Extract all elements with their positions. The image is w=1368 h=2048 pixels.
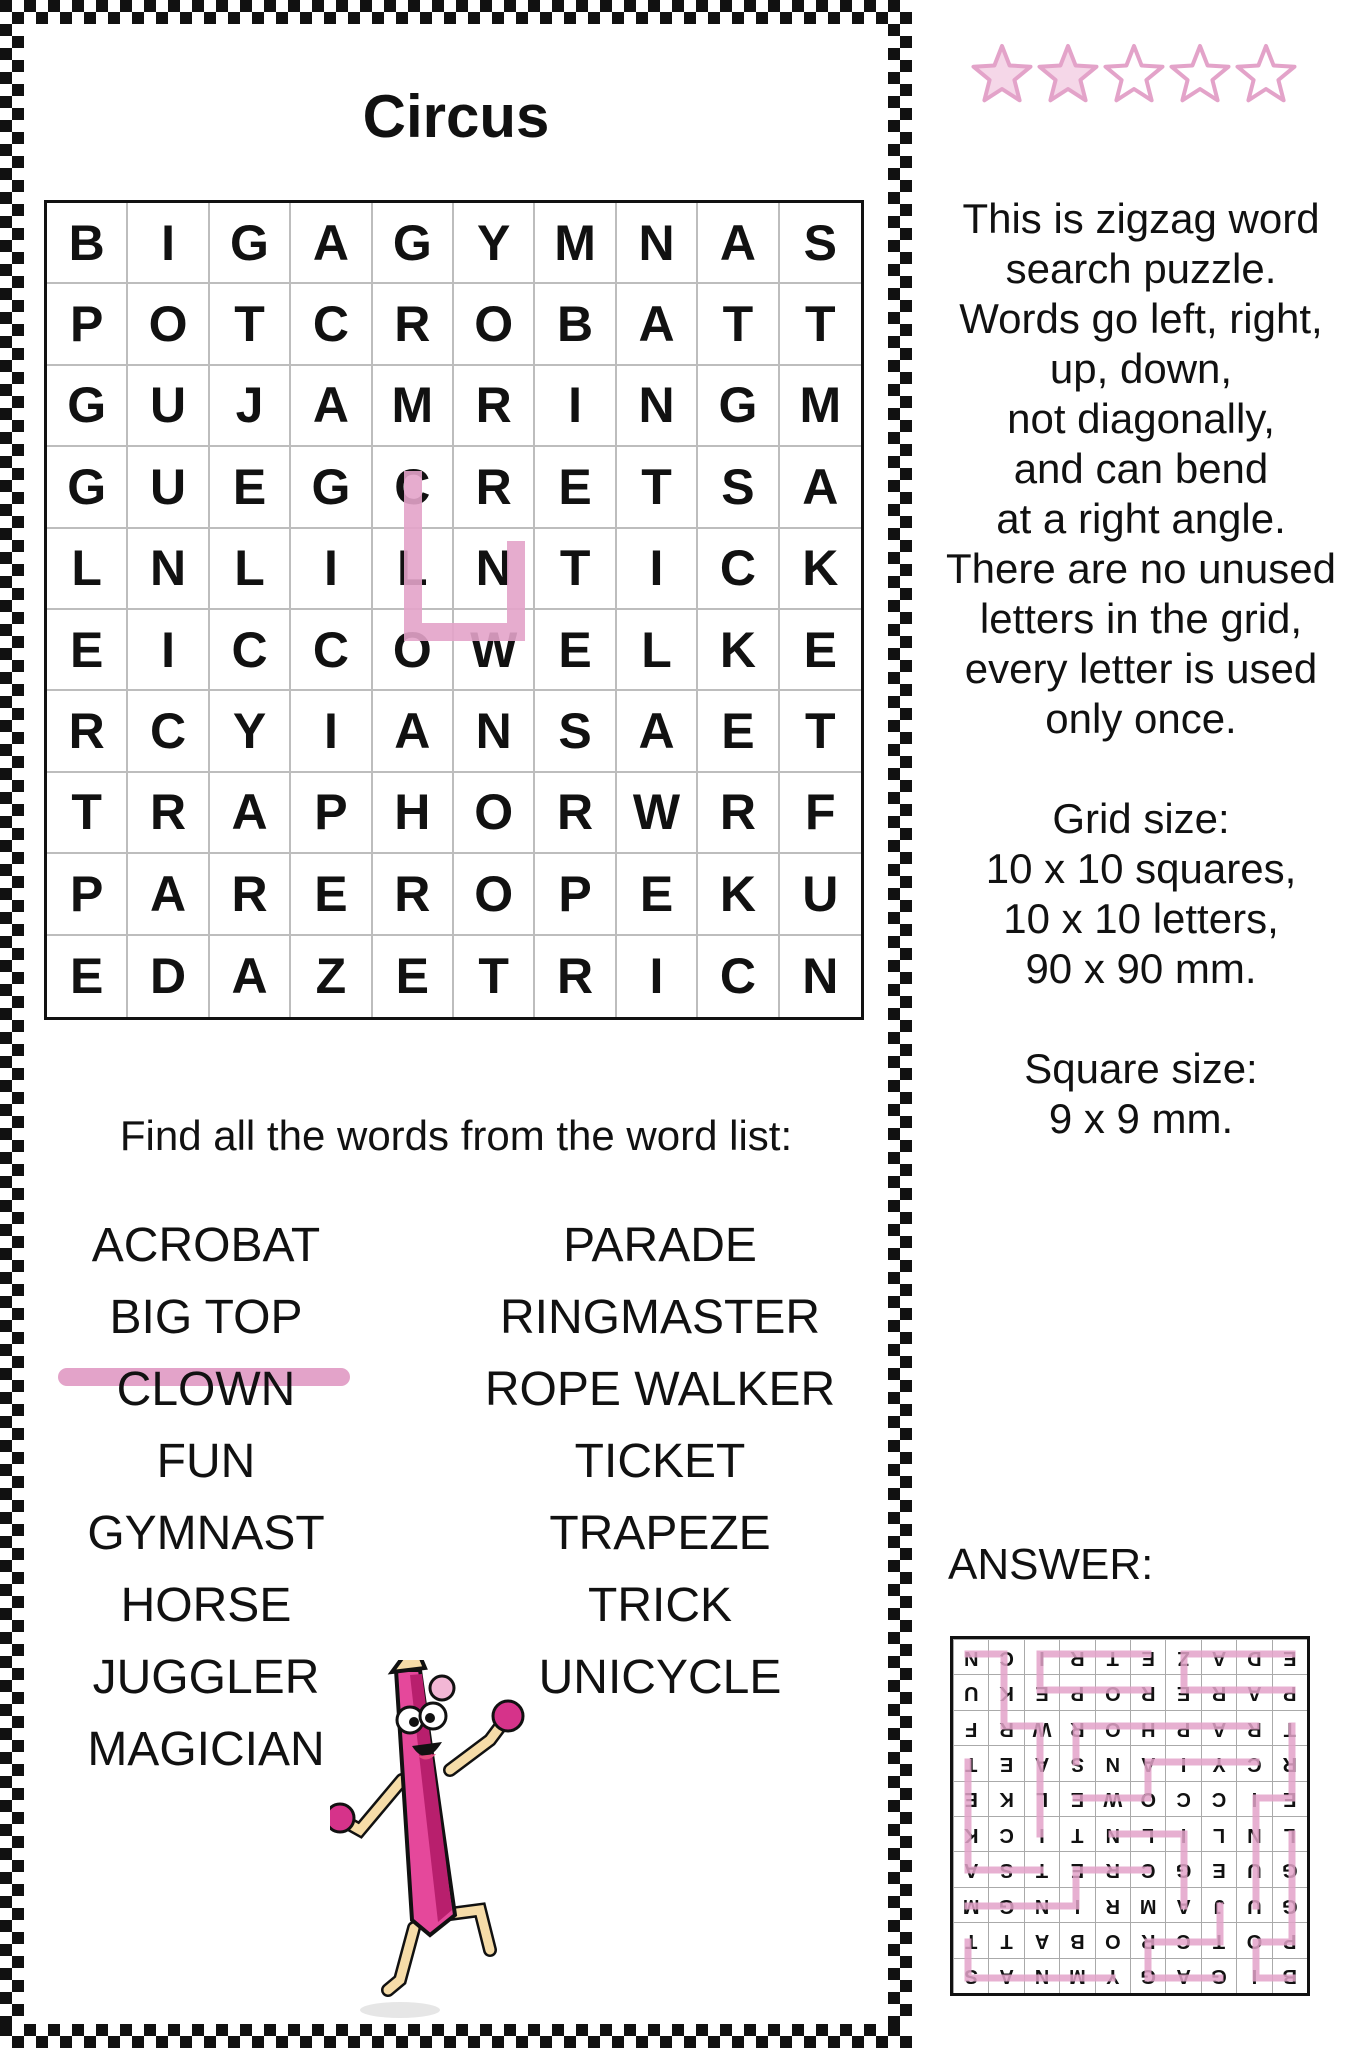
grid-cell[interactable]: P (47, 284, 128, 365)
grid-cell[interactable]: U (780, 854, 861, 935)
grid-cell[interactable]: A (617, 691, 698, 772)
grid-cell[interactable]: L (373, 529, 454, 610)
grid-cell[interactable]: C (373, 447, 454, 528)
answer-grid-cell: C (1165, 1922, 1200, 1957)
grid-cell[interactable]: A (128, 854, 209, 935)
grid-cell[interactable]: O (454, 773, 535, 854)
grid-cell[interactable]: G (698, 366, 779, 447)
grid-cell[interactable]: L (617, 610, 698, 691)
description-line: 10 x 10 squares, (985, 845, 1297, 892)
answer-grid-cell: K (988, 1674, 1023, 1709)
grid-cell[interactable]: W (454, 610, 535, 691)
answer-grid-cell: E (1024, 1674, 1059, 1709)
grid-cell[interactable]: O (128, 284, 209, 365)
grid-cell[interactable]: I (617, 936, 698, 1017)
description-line: 9 x 9 mm. (1048, 1095, 1234, 1142)
answer-grid-cell: A (1024, 1922, 1059, 1957)
answer-grid-cell: J (1201, 1887, 1236, 1922)
grid-cell[interactable]: O (373, 610, 454, 691)
word-list-item: TICKET (574, 1435, 746, 1488)
word-list-item: CLOWN (116, 1363, 296, 1416)
word-search-grid[interactable] (44, 200, 864, 1020)
grid-cell[interactable]: C (291, 610, 372, 691)
answer-grid-cell: E (1059, 1851, 1094, 1886)
grid-cell[interactable]: A (698, 203, 779, 284)
answer-grid-cell: K (953, 1816, 988, 1851)
word-list-item: PARADE (563, 1219, 757, 1272)
grid-cell[interactable]: I (291, 529, 372, 610)
grid-cell[interactable]: Y (210, 691, 291, 772)
grid-cell[interactable]: R (698, 773, 779, 854)
grid-cell[interactable]: C (698, 529, 779, 610)
grid-cell[interactable]: P (47, 854, 128, 935)
answer-grid-cell: O (1130, 1781, 1165, 1816)
answer-grid-cell: Y (1095, 1958, 1130, 1993)
difficulty-rating (968, 40, 1308, 110)
answer-grid-cell: R (1095, 1851, 1130, 1886)
answer-grid-cell: C (988, 1816, 1023, 1851)
answer-grid-cell: C (1165, 1781, 1200, 1816)
answer-grid (950, 1636, 1310, 1996)
grid-cell[interactable]: A (210, 936, 291, 1017)
grid-cell[interactable]: C (128, 691, 209, 772)
description-line: and can bend (1013, 445, 1269, 492)
grid-cell[interactable]: R (535, 936, 616, 1017)
description-line: letters in the grid, (979, 595, 1303, 642)
star-filled-icon (1040, 46, 1097, 100)
answer-grid-cell: R (1201, 1674, 1236, 1709)
grid-cell[interactable]: M (780, 366, 861, 447)
grid-cell[interactable]: T (780, 691, 861, 772)
grid-cell[interactable]: E (535, 610, 616, 691)
answer-grid-cell: G (1272, 1887, 1307, 1922)
answer-grid-cell: R (1130, 1922, 1165, 1957)
grid-cell[interactable]: M (373, 366, 454, 447)
grid-cell[interactable]: E (698, 691, 779, 772)
answer-grid-cell: C (1201, 1781, 1236, 1816)
grid-cell[interactable]: I (617, 529, 698, 610)
answer-grid-cell: E (988, 1745, 1023, 1780)
answer-grid-cell: C (1236, 1745, 1271, 1780)
answer-grid-cell: P (1059, 1674, 1094, 1709)
grid-cell[interactable]: U (128, 366, 209, 447)
answer-grid-cell: R (988, 1710, 1023, 1745)
answer-grid-cell: O (1236, 1922, 1271, 1957)
grid-cell[interactable]: B (535, 284, 616, 365)
pencil-mascot-illustration (330, 1660, 570, 2020)
answer-grid-cell: T (1201, 1922, 1236, 1957)
answer-grid-cell: B (1272, 1958, 1307, 1993)
answer-grid-cell: D (1236, 1639, 1271, 1674)
grid-cell[interactable]: G (291, 447, 372, 528)
grid-cell[interactable]: K (698, 854, 779, 935)
answer-grid-cell: P (1272, 1674, 1307, 1709)
grid-cell[interactable]: T (454, 936, 535, 1017)
answer-grid-cell: I (1024, 1816, 1059, 1851)
word-list-item: UNICYCLE (538, 1651, 782, 1704)
answer-grid-cell: P (1165, 1710, 1200, 1745)
answer-grid-cell: C (988, 1639, 1023, 1674)
grid-cell[interactable]: L (47, 529, 128, 610)
answer-grid-cell: T (953, 1745, 988, 1780)
grid-cell[interactable]: I (291, 691, 372, 772)
answer-grid-cell: A (1165, 1887, 1200, 1922)
puzzle-title: Circus (362, 83, 550, 150)
grid-cell[interactable]: J (210, 366, 291, 447)
grid-cell[interactable]: A (780, 447, 861, 528)
grid-cell[interactable]: G (47, 447, 128, 528)
word-list-item: JUGGLER (92, 1651, 320, 1704)
answer-grid-cell: E (1130, 1639, 1165, 1674)
answer-grid-cell: L (1272, 1816, 1307, 1851)
answer-grid-cell: I (1059, 1887, 1094, 1922)
description-line: every letter is used (964, 645, 1318, 692)
grid-cell[interactable]: C (698, 936, 779, 1017)
answer-grid-cell: S (1059, 1745, 1094, 1780)
grid-cell[interactable]: A (617, 284, 698, 365)
answer-grid-cell: E (953, 1781, 988, 1816)
answer-grid-cell: M (953, 1887, 988, 1922)
grid-cell[interactable]: K (780, 529, 861, 610)
star-empty-icon (1172, 46, 1229, 100)
description-line: search puzzle. (1005, 245, 1277, 292)
grid-cell[interactable]: S (535, 691, 616, 772)
answer-grid-cell: R (1059, 1710, 1094, 1745)
grid-cell[interactable]: R (47, 691, 128, 772)
answer-grid-cell: A (1024, 1745, 1059, 1780)
answer-grid-cell: S (953, 1958, 988, 1993)
grid-cell[interactable]: I (128, 203, 209, 284)
grid-cell[interactable]: P (535, 854, 616, 935)
answer-grid-cell: T (988, 1922, 1023, 1957)
description-line: 10 x 10 letters, (1003, 895, 1279, 942)
grid-cell[interactable]: P (291, 773, 372, 854)
description-line: There are no unused (946, 545, 1336, 592)
description-line: 90 x 90 mm. (1025, 945, 1257, 992)
grid-cell[interactable]: N (802, 948, 839, 1005)
grid-cell[interactable]: A (373, 691, 454, 772)
answer-grid-cell: A (1236, 1674, 1271, 1709)
grid-cell[interactable]: T (47, 773, 128, 854)
answer-grid-cell: A (1130, 1745, 1165, 1780)
grid-cell[interactable]: A (291, 203, 372, 284)
grid-cell[interactable]: R (128, 773, 209, 854)
word-list-item: BIG TOP (109, 1291, 303, 1344)
grid-cell[interactable]: G (373, 203, 454, 284)
grid-cell[interactable]: C (291, 284, 372, 365)
grid-cell[interactable]: N (128, 529, 209, 610)
answer-grid-cell: T (953, 1922, 988, 1957)
answer-grid-cell: N (1236, 1816, 1271, 1851)
grid-cell[interactable]: T (698, 284, 779, 365)
answer-grid-cell: A (1201, 1710, 1236, 1745)
answer-grid-cell: I (1236, 1958, 1271, 1993)
grid-cell[interactable]: L (210, 529, 291, 610)
description-line: Square size: (1024, 1045, 1258, 1092)
grid-cell[interactable]: R (373, 854, 454, 935)
answer-grid-cell: R (1272, 1745, 1307, 1780)
grid-cell[interactable]: Z (291, 936, 372, 1017)
answer-grid-cell: W (1024, 1710, 1059, 1745)
grid-cell[interactable]: W (617, 773, 698, 854)
answer-grid-cell: E (1059, 1781, 1094, 1816)
answer-grid-cell: R (1095, 1887, 1130, 1922)
answer-grid-cell: N (1024, 1958, 1059, 1993)
grid-cell[interactable]: T (780, 284, 861, 365)
grid-cell[interactable]: N (617, 203, 698, 284)
word-list-item: ACROBAT (91, 1219, 321, 1272)
answer-grid-cell: B (1059, 1922, 1094, 1957)
answer-grid-cell: P (1272, 1922, 1307, 1957)
answer-grid-cell: A (1165, 1958, 1200, 1993)
answer-grid-cell: I (1165, 1745, 1200, 1780)
grid-cell[interactable]: K (698, 610, 779, 691)
answer-grid-cell: R (1130, 1674, 1165, 1709)
grid-cell[interactable]: G (210, 203, 291, 284)
answer-grid-cell: M (1059, 1958, 1094, 1993)
grid-cell[interactable]: A (210, 773, 291, 854)
grid-cell[interactable]: R (210, 854, 291, 935)
grid-cell[interactable]: Y (454, 203, 535, 284)
answer-grid-cell: G (1165, 1851, 1200, 1886)
instruction-text: Find all the words from the word list: (119, 1112, 793, 1159)
grid-cell[interactable]: N (454, 529, 535, 610)
description-line: This is zigzag word (962, 195, 1320, 242)
answer-grid-cell: I (1024, 1639, 1059, 1674)
grid-cell[interactable]: C (210, 610, 291, 691)
grid-cell[interactable]: T (535, 529, 616, 610)
description-line: Words go left, right, (959, 295, 1323, 342)
answer-grid-cell: W (1095, 1781, 1130, 1816)
answer-grid-cell: N (1095, 1816, 1130, 1851)
grid-cell[interactable]: N (617, 366, 698, 447)
answer-grid-cell: A (988, 1958, 1023, 1993)
answer-grid-cell: T (1059, 1816, 1094, 1851)
answer-grid-cell: E (1201, 1851, 1236, 1886)
grid-cell[interactable]: R (454, 447, 535, 528)
grid-cell[interactable]: E (47, 610, 128, 691)
star-empty-icon (1106, 46, 1163, 100)
grid-cell[interactable]: N (454, 691, 535, 772)
answer-grid-cell: H (1130, 1710, 1165, 1745)
answer-grid-cell: N (953, 1639, 988, 1674)
answer-grid-cell: C (1130, 1851, 1165, 1886)
grid-cell[interactable]: E (535, 447, 616, 528)
answer-grid-cell: U (1236, 1887, 1271, 1922)
grid-cell[interactable]: F (780, 773, 861, 854)
word-list-right (440, 1210, 880, 1714)
answer-grid-cell: G (1130, 1958, 1165, 1993)
answer-grid-cell: O (1095, 1922, 1130, 1957)
grid-cell[interactable]: G (47, 366, 128, 447)
answer-grid-cell: E (1272, 1781, 1307, 1816)
grid-cell[interactable]: T (617, 447, 698, 528)
grid-cell[interactable]: E (373, 936, 454, 1017)
answer-grid-cell: F (953, 1710, 988, 1745)
star-filled-icon (974, 46, 1031, 100)
answer-grid-cell: Y (1201, 1745, 1236, 1780)
description-line: not diagonally, (1007, 395, 1275, 442)
grid-cell[interactable]: U (128, 447, 209, 528)
answer-grid-cell: E (1272, 1639, 1307, 1674)
answer-grid-cell: T (1272, 1710, 1307, 1745)
grid-cell[interactable]: O (454, 854, 535, 935)
grid-cell[interactable]: I (535, 366, 616, 447)
word-list-left (46, 1210, 366, 1786)
grid-cell[interactable]: M (535, 203, 616, 284)
answer-grid-cell: N (1095, 1745, 1130, 1780)
answer-grid-cell: M (1130, 1887, 1165, 1922)
grid-cell[interactable]: R (535, 773, 616, 854)
answer-grid-cell: G (1201, 1958, 1236, 1993)
grid-cell[interactable]: I (128, 610, 209, 691)
answer-grid-cell: U (1236, 1851, 1271, 1886)
word-list-item: ROPE WALKER (484, 1363, 836, 1416)
grid-cell[interactable]: E (291, 854, 372, 935)
answer-grid-cell: E (1165, 1674, 1200, 1709)
grid-cell[interactable]: A (291, 366, 372, 447)
grid-cell[interactable]: E (47, 936, 128, 1017)
answer-grid-cell: Z (1165, 1639, 1200, 1674)
grid-cell[interactable]: O (454, 284, 535, 365)
word-list-item: FUN (156, 1435, 256, 1488)
word-list-item: TRAPEZE (549, 1507, 771, 1560)
grid-cell[interactable]: T (210, 284, 291, 365)
word-list-item: TRICK (588, 1579, 732, 1632)
answer-grid-cell: I (1236, 1781, 1271, 1816)
grid-cell[interactable]: R (373, 284, 454, 365)
grid-cell[interactable]: E (210, 447, 291, 528)
grid-cell[interactable]: S (698, 447, 779, 528)
answer-grid-cell: L (1130, 1816, 1165, 1851)
answer-grid-cell: R (1236, 1710, 1271, 1745)
grid-cell[interactable]: H (373, 773, 454, 854)
answer-grid-cell: K (988, 1781, 1023, 1816)
answer-grid-cell: O (1095, 1674, 1130, 1709)
grid-cell[interactable]: E (780, 610, 861, 691)
description-line: up, down, (1049, 345, 1233, 392)
answer-grid-cell: A (953, 1851, 988, 1886)
answer-grid-cell: T (1095, 1639, 1130, 1674)
answer-grid-cell: N (1024, 1887, 1059, 1922)
word-list-item: RINGMASTER (499, 1291, 820, 1344)
answer-grid-cell: O (1095, 1710, 1130, 1745)
description-line: at a right angle. (996, 495, 1286, 542)
answer-grid-cell: I (1165, 1816, 1200, 1851)
answer-grid-cell: A (1201, 1639, 1236, 1674)
answer-grid-cell: L (1201, 1816, 1236, 1851)
answer-grid-cell: G (1272, 1851, 1307, 1886)
answer-label: ANSWER: (948, 1540, 1154, 1589)
grid-cell[interactable]: D (128, 936, 209, 1017)
grid-cell[interactable]: E (617, 854, 698, 935)
answer-grid-cell: U (953, 1674, 988, 1709)
grid-cell[interactable]: B (47, 203, 128, 284)
puzzle-description (932, 194, 1350, 1144)
answer-grid-cell: G (988, 1887, 1023, 1922)
grid-cell[interactable]: R (454, 366, 535, 447)
word-list-item: GYMNAST (87, 1507, 325, 1560)
answer-grid-cell: R (1059, 1639, 1094, 1674)
answer-grid-cell: S (988, 1851, 1023, 1886)
answer-grid-cell: T (1024, 1851, 1059, 1886)
star-empty-icon (1238, 46, 1295, 100)
grid-cell[interactable]: S (780, 203, 861, 284)
description-line: Grid size: (1052, 795, 1230, 842)
answer-grid-cell: L (1024, 1781, 1059, 1816)
word-list-item: HORSE (120, 1579, 292, 1632)
description-line: only once. (1045, 695, 1237, 742)
word-list-item: MAGICIAN (87, 1723, 325, 1776)
